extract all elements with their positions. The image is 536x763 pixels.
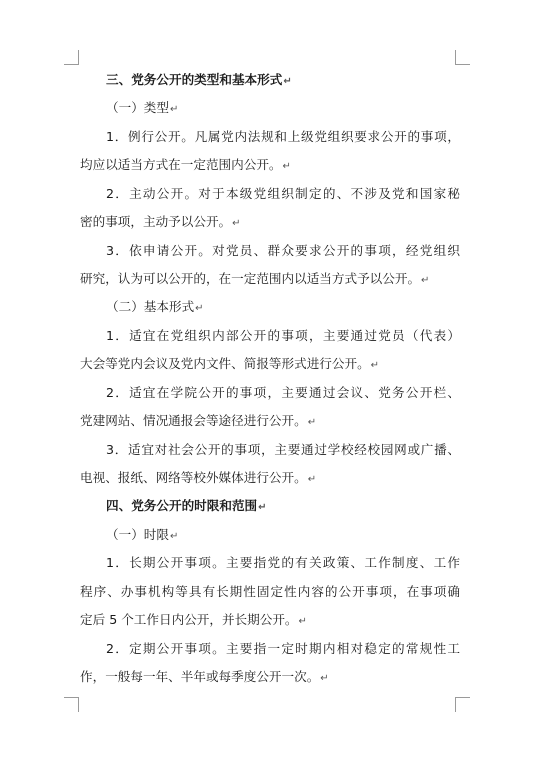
- paragraph-line: 程序、办事机构等具有长期性固定性内容的公开事项，在事项确: [80, 584, 460, 599]
- paragraph-mark: ↵: [421, 275, 430, 286]
- paragraph-mark: ↵: [282, 161, 291, 172]
- paragraph-line: 研究，认为可以公开的，在一定范围内以适当方式予以公开。↵: [80, 271, 430, 286]
- paragraph-line: 大会等党内会议及党内文件、简报等形式进行公开。↵: [80, 356, 380, 371]
- paragraph-mark: ↵: [320, 673, 329, 684]
- paragraph-mark: ↵: [370, 360, 380, 371]
- section-heading-4: 四、党务公开的时限和范围↵: [106, 498, 267, 513]
- paragraph-line: 1．例行公开。凡属党内法规和上级党组织要求公开的事项，: [106, 129, 460, 144]
- paragraph-line: 党建网站、情况通报会等途径进行公开。↵: [80, 413, 317, 428]
- paragraph-line: 1．适宜在党组织内部公开的事项，主要通过党员（代表）: [106, 328, 460, 343]
- paragraph-line: 密的事项，主动予以公开。↵: [80, 214, 241, 229]
- margin-corner-top-left: [64, 50, 79, 65]
- paragraph-mark: ↵: [283, 76, 292, 87]
- subheading-basic-forms: （二）基本形式↵: [106, 299, 204, 314]
- paragraph-mark: ↵: [307, 417, 317, 428]
- paragraph-mark: ↵: [307, 474, 317, 485]
- paragraph-line: 2．适宜在学院公开的事项，主要通过会议、党务公开栏、: [106, 385, 460, 400]
- subheading-time-limits: （一）时限↵: [106, 527, 179, 542]
- subheading-types: （一）类型↵: [106, 100, 179, 115]
- paragraph-line: 作，一般每一年、半年或每季度公开一次。↵: [80, 669, 329, 684]
- paragraph-mark: ↵: [169, 104, 179, 115]
- margin-corner-bottom-right: [455, 697, 470, 712]
- paragraph-line: 均应以适当方式在一定范围内公开。↵: [80, 157, 291, 172]
- paragraph-line: 1．长期公开事项。主要指党的有关政策、工作制度、工作: [106, 555, 460, 570]
- paragraph-line: 定后 5 个工作日内公开，并长期公开。↵: [80, 612, 307, 627]
- paragraph-line: 2．定期公开事项。主要指一定时期内相对稳定的常规性工: [106, 641, 460, 656]
- paragraph-mark: ↵: [232, 218, 241, 229]
- margin-corner-top-right: [455, 50, 470, 65]
- section-heading-3: 三、党务公开的类型和基本形式↵: [106, 72, 292, 87]
- paragraph-line: 3．依申请公开。对党员、群众要求公开的事项，经党组织: [106, 243, 460, 258]
- paragraph-mark: ↵: [258, 502, 267, 513]
- paragraph-line: 2．主动公开。对于本级党组织制定的、不涉及党和国家秘: [106, 186, 460, 201]
- paragraph-mark: ↵: [195, 303, 204, 314]
- paragraph-mark: ↵: [298, 616, 307, 627]
- paragraph-line: 电视、报纸、网络等校外媒体进行公开。↵: [80, 470, 317, 485]
- paragraph-mark: ↵: [169, 531, 179, 542]
- margin-corner-bottom-left: [64, 697, 79, 712]
- paragraph-line: 3．适宜对社会公开的事项，主要通过学校经校园网或广播、: [106, 442, 460, 457]
